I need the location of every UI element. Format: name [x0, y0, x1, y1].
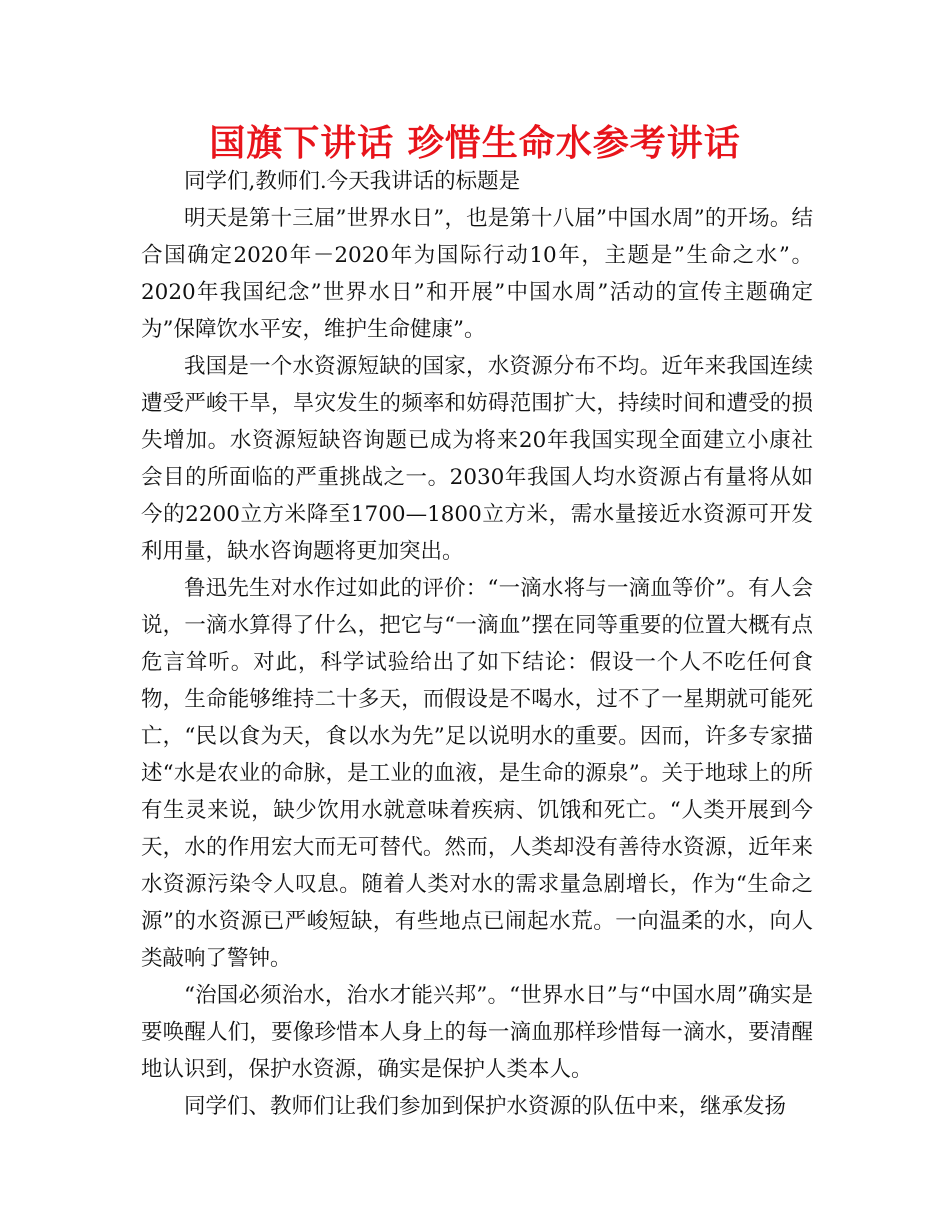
paragraph-water-day: 明天是第十三届”世界水日”，也是第十八届”中国水周”的开场。结合国确定2020年－2020年为国际行动10年，主题是”生命之水”。2020年我国纪念”世界水日”和开展”中国水周”活动的宣传主题确定为”保障饮水平安，维护生命健康”。: [141, 206, 813, 342]
document-body: [141, 163, 813, 1125]
paragraph-water-shortage: 我国是一个水资源短缺的国家，水资源分布不均。近年来我国连续遭受严峻干旱，旱灾发生的频率和妨碍范围扩大，持续时间和遭受的损失增加。水资源短缺咨询题已成为将来20年我国实现全面建立小康社会目的所面临的严重挑战之一。2030年我国人均水资源占有量将从如今的2200立方米降至1700—1800立方米，需水量接近水资源可开发利用量，缺水咨询题将更加突出。: [141, 354, 813, 564]
paragraph-govern-water: “治国必须治水，治水才能兴邦”。“世界水日”与“中国水周”确实是要唤醒人们，要像珍惜本人身上的每一滴血那样珍惜每一滴水，要清醒地认识到，保护水资源，确实是保护人类本人。: [141, 983, 813, 1082]
paragraph-call-to-action: 同学们、教师们让我们参加到保护水资源的队伍中来，继承发扬: [184, 1094, 787, 1119]
paragraph-greeting: 同学们,教师们.今天我讲话的标题是: [184, 169, 521, 194]
paragraph-lu-xun-quote: 鲁迅先生对水作过如此的评价：“一滴水将与一滴血等价”。有人会说，一滴水算得了什么，把它与“一滴血”摆在同等重要的位置大概有点危言耸听。对此，科学试验给出了如下结论：假设一个人不吃任何食物，生命能够维持二十多天，而假设是不喝水，过不了一星期就可能死亡，“民以食为天，食以水为先”足以说明水的重要。因而，许多专家描述“水是农业的命脉，是工业的血液，是生命的源泉”。关于地球上的所有生灵来说，缺少饮用水就意味着疾病、饥饿和死亡。“人类开展到今天，水的作用宏大而无可替代。然而，人类却没有善待水资源，近年来水资源污染令人叹息。随着人类对水的需求量急剧增长，作为“生命之源”的水资源已严峻短缺，有些地点已闹起水荒。一向温柔的水，向人类敲响了警钟。: [141, 576, 813, 971]
document-title: 国旗下讲话 珍惜生命水参考讲话: [209, 123, 741, 164]
